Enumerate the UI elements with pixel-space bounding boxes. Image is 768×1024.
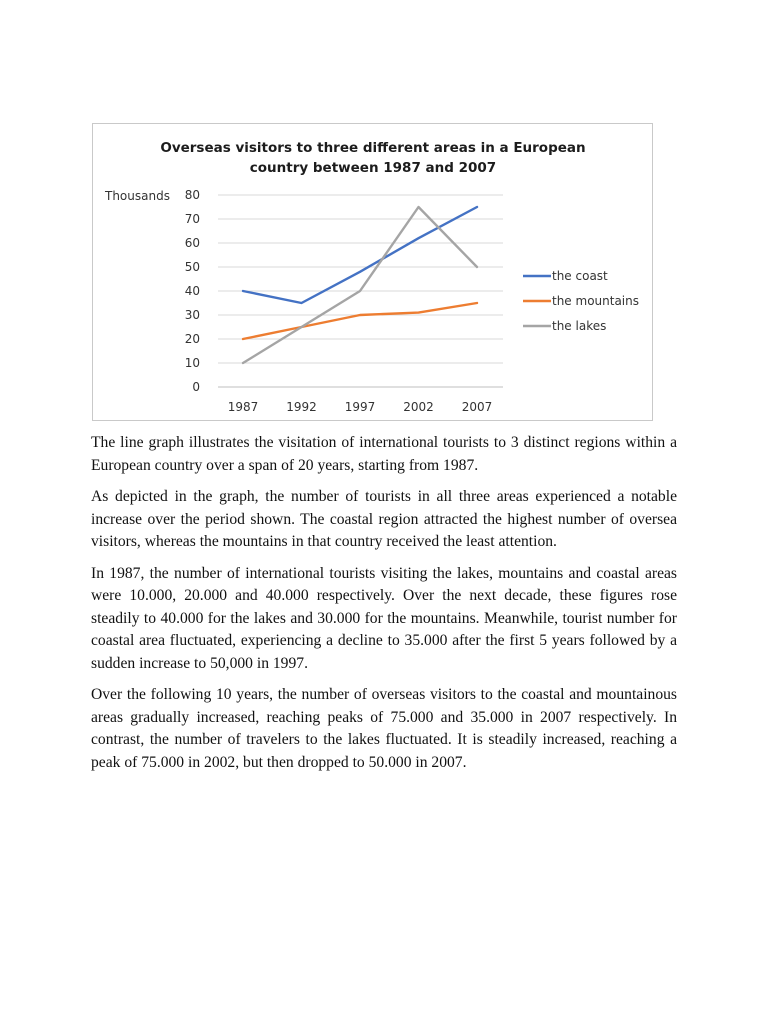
- x-tick-2007: 2007: [461, 400, 493, 414]
- paragraph-first-decade: In 1987, the number of international tourists visiting the lakes, mountains and coastal areas were 10.000, 20.000 and 40.000 respectively. Over the next decade, these figures rose steadily to 40.000 for the lakes and 30.000 for the mountains. Meanwhile, tourist number for coastal area fluctuated, experiencing a decline to 35.000 after the first 5 years followed by a sudden increase to 50,000 in 1997.: [91, 564, 677, 672]
- x-tick-1987: 1987: [227, 400, 259, 414]
- paragraph-second-decade: Over the following 10 years, the number of overseas visitors to the coastal and mountainous areas gradually increased, reaching peaks of 75.000 and 35.000 in 2007 respectively. In contrast, the number of travelers to the lakes fluctuated. It is steadily increased, reaching a peak of 75.000 in 2002, but then dropped to 50.000 in 2007.: [91, 686, 677, 771]
- y-tick-50: 50: [184, 260, 200, 274]
- y-tick-30: 30: [184, 308, 200, 322]
- paragraph-intro: The line graph illustrates the visitation of international tourists to 3 distinct regions within a European country over a span of 20 years, starting from 1987.: [91, 434, 677, 474]
- y-tick-0: 0: [192, 380, 200, 394]
- y-tick-labels: [185, 188, 200, 394]
- y-tick-40: 40: [184, 284, 200, 298]
- x-tick-1992: 1992: [286, 400, 317, 414]
- y-tick-60: 60: [184, 236, 200, 250]
- x-tick-2002: 2002: [403, 400, 434, 414]
- y-axis-label: Thousands: [105, 189, 170, 203]
- chart-canvas: [93, 124, 654, 422]
- legend: [523, 269, 639, 333]
- y-tick-20: 20: [184, 332, 200, 346]
- legend-label-the-coast: the coast: [552, 269, 608, 283]
- series-line-the-lakes: [243, 207, 477, 363]
- chart-title-line-2: country between 1987 and 2007: [249, 160, 497, 176]
- series-line-the-coast: [243, 207, 477, 303]
- essay-text: [91, 432, 677, 783]
- x-tick-labels: [228, 400, 493, 414]
- paragraph-overview: As depicted in the graph, the number of tourists in all three areas experienced a notable increase over the period shown. The coastal region attracted the highest number of oversea visitors, whereas the mountains in that country received the least attention.: [91, 488, 677, 550]
- legend-label-the-mountains: the mountains: [552, 294, 639, 308]
- x-tick-1997: 1997: [344, 400, 376, 414]
- series-lines: [243, 207, 477, 363]
- line-chart: [92, 123, 653, 421]
- chart-title-line-1: Overseas visitors to three different areas in a European: [160, 140, 586, 156]
- legend-label-the-lakes: the lakes: [552, 319, 607, 333]
- series-line-the-mountains: [243, 303, 477, 339]
- y-tick-70: 70: [184, 212, 200, 226]
- y-tick-80: 80: [184, 188, 200, 202]
- y-tick-10: 10: [184, 356, 200, 370]
